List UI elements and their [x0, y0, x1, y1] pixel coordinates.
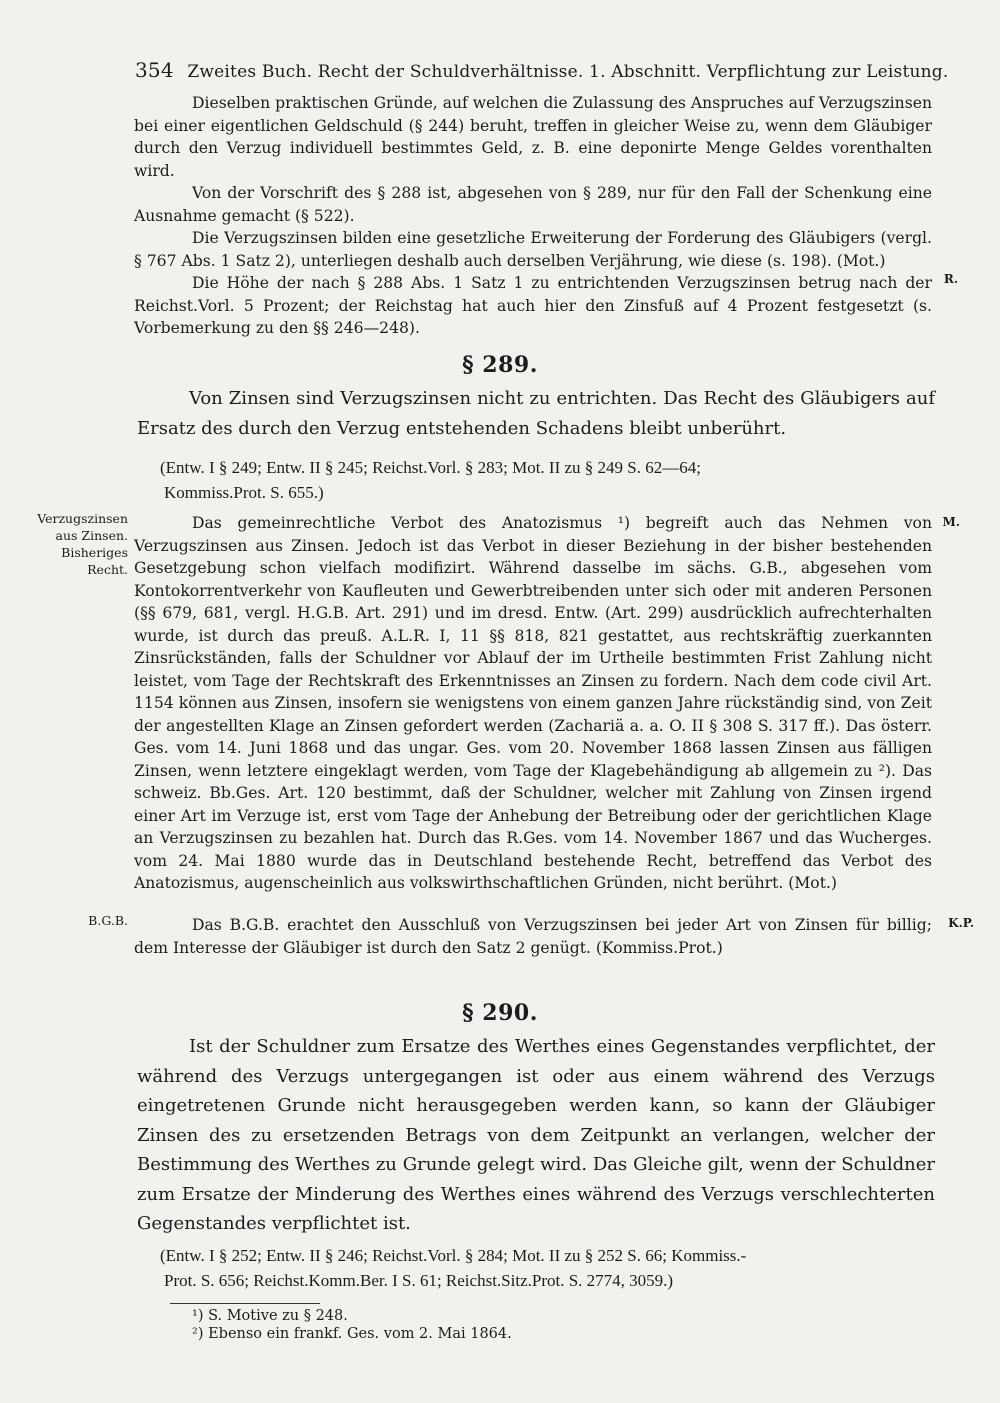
margin-note-m: M. — [942, 515, 960, 529]
section-290-refs-line-1: (Entw. I § 252; Entw. II § 246; Reichst.Vorl. § 284; Mot. II zu § 252 S. 66; Kommiss.- — [160, 1246, 747, 1265]
section-290-heading: § 290. — [462, 1000, 538, 1026]
page-number: 354 — [135, 58, 174, 82]
section-289-refs-line-2: Kommiss.Prot. S. 655.) — [164, 483, 324, 502]
intro-commentary — [134, 92, 932, 340]
bgb-commentary — [134, 914, 932, 959]
margin-note-line: aus Zinsen. — [55, 528, 128, 543]
section-290-law-text — [137, 1032, 935, 1239]
section-289-commentary — [134, 512, 932, 895]
footnote-1: ¹) S. Motive zu § 248. — [192, 1308, 348, 1324]
margin-note-bgb: B.G.B. — [88, 913, 128, 928]
running-title: Zweites Buch. Recht der Schuldverhältnisse. 1. Abschnitt. Verpflichtung zur Leistung. — [187, 62, 949, 82]
commentary-paragraph: Das gemeinrechtliche Verbot des Anatozismus ¹) begreift auch das Nehmen von Verzugszinsen aus Zinsen. Jedoch ist das Verbot in dieser Beziehung in der bisher bestehenden Gesetzgebung schon vielfach modifizirt. Während dasselbe im sächs. G.B., abgesehen vom Kontokorrentverkehr von Kaufleuten und Gewerbtreibenden unter sich oder mit anderen Personen (§§ 679, 681, vergl. H.G.B. Art. 291) und im dresd. Entw. (Art. 299) ausdrücklich aufrechterhalten wurde, ist durch das preuß. A.L.R. I, 11 §§ 818, 821 gestattet, aus rechtskräftig zuerkannten Zinsrückständen, falls der Schuldner vor Ablauf der im Urtheile bestimmten Frist Zahlung nicht leistet, vom Tage der Rechtskraft des Erkenntnisses an Zinsen zu fordern. Nach dem code civil Art. 1154 können aus Zinsen, insofern sie wenigstens von einem ganzen Jahre rückständig sind, von Zeit der angestellten Klage an Zinsen gefordert werden (Zachariä a. a. O. II § 308 S. 317 ff.). Das österr. Ges. vom 14. Juni 1868 und das ungar. Ges. vom 20. November 1868 lassen Zinsen aus fälligen Zinsen, wenn letztere eingeklagt werden, vom Tage der Klagebehändigung ab allgemein zu ²). Das schweiz. Bb.Ges. Art. 120 bestimmt, daß der Schuldner, welcher mit Zahlung von Zinsen irgend einer Art im Verzuge ist, erst vom Tage der Anhebung der Betreibung oder der gerichtlichen Klage an Verzugszinsen zu bezahlen hat. Durch das R.Ges. vom 14. November 1867 und das Wucherges. vom 24. Mai 1880 wurde das in Deutschland bestehende Recht, betreffend das Verbot des Anatozismus, augenscheinlich aus volkswirthschaftlichen Gründen, nicht berührt. (Mot.) — [134, 514, 932, 892]
intro-paragraph-1: Dieselben praktischen Gründe, auf welchen die Zulassung des Anspruches auf Verzugszinsen bei einer eigentlichen Geldschuld (§ 244) beruht, treffen in gleicher Weise zu, wenn dem Gläubiger durch den Verzug individuell bestimmtes Geld, z. B. eine deponirte Menge Geldes vorenthalten wird. — [134, 94, 932, 180]
margin-note-line: Bisheriges — [61, 545, 128, 560]
margin-note-line: Verzugszinsen — [37, 511, 128, 526]
footnote-2: ²) Ebenso ein frankf. Ges. vom 2. Mai 1864. — [192, 1326, 512, 1342]
intro-paragraph-4: Die Höhe der nach § 288 Abs. 1 Satz 1 zu entrichtenden Verzugszinsen betrug nach der Reichst.Vorl. 5 Prozent; der Reichstag hat auch hier den Zinsfuß auf 4 Prozent festgesetzt (s. Vorbemerkung zu den §§ 246—248). — [134, 274, 932, 337]
margin-note-line: Recht. — [87, 562, 128, 577]
intro-paragraph-2: Von der Vorschrift des § 288 ist, abgesehen von § 289, nur für den Fall der Schenkung eine Ausnahme gemacht (§ 522). — [134, 184, 932, 225]
section-289-refs-line-1: (Entw. I § 249; Entw. II § 245; Reichst.Vorl. § 283; Mot. II zu § 249 S. 62—64; — [160, 458, 701, 477]
section-289-references — [160, 455, 950, 505]
margin-note-previous-law — [18, 510, 128, 578]
footnotes — [192, 1307, 792, 1343]
section-289-law-paragraph: Von Zinsen sind Verzugszinsen nicht zu entrichten. Das Recht des Gläubigers auf Ersatz des durch den Verzug entstehenden Schadens bleibt unberührt. — [137, 388, 935, 439]
section-290-references — [160, 1243, 950, 1293]
footnote-divider — [170, 1303, 320, 1304]
running-header — [135, 58, 949, 82]
section-290-refs-line-2: Prot. S. 656; Reichst.Komm.Ber. I S. 61; Reichst.Sitz.Prot. S. 2774, 3059.) — [164, 1271, 674, 1290]
section-290-law-paragraph: Ist der Schuldner zum Ersatze des Werthes eines Gegenstandes verpflichtet, der während des Verzugs untergegangen ist oder aus einem während des Verzugs eingetretenen Grunde nicht herausgegeben werden kann, so kann der Gläubiger Zinsen des zu ersetzenden Betrags von dem Zeitpunkt an verlangen, welcher der Bestimmung des Werthes zu Grunde gelegt wird. Das Gleiche gilt, wenn der Schuldner zum Ersatze der Minderung des Werthes eines während des Verzugs verschlechterten Gegenstandes verpflichtet ist. — [137, 1036, 935, 1234]
intro-paragraph-3: Die Verzugszinsen bilden eine gesetzliche Erweiterung der Forderung des Gläubigers (vergl. § 767 Abs. 1 Satz 2), unterliegen deshalb auch derselben Verjährung, wie diese (s. 198). (Mot.) — [134, 229, 932, 270]
margin-note-r: R. — [943, 272, 958, 286]
section-289-heading: § 289. — [462, 352, 538, 378]
margin-note-kp: K.P. — [948, 916, 974, 930]
bgb-paragraph: Das B.G.B. erachtet den Ausschluß von Verzugszinsen bei jeder Art von Zinsen für billig; dem Interesse der Gläubiger ist durch den Satz 2 genügt. (Kommiss.Prot.) — [134, 916, 932, 957]
section-289-law-text — [137, 384, 935, 443]
